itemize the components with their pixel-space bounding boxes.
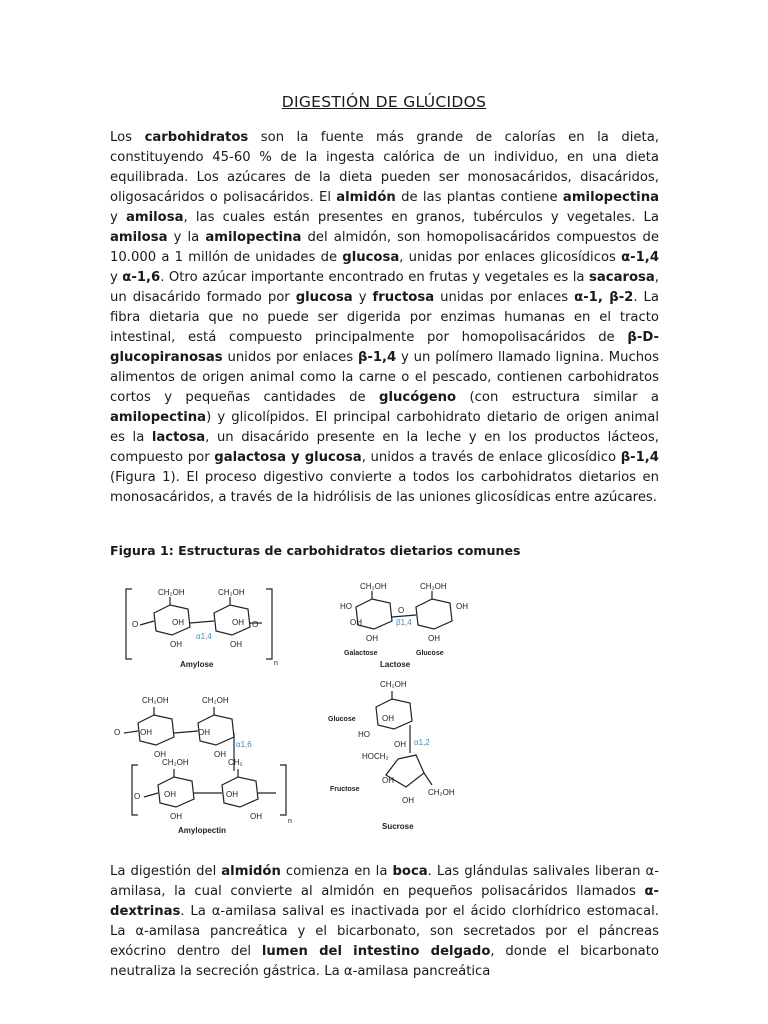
- text-run: , donde el bicarbonato neutraliza la secreción gástrica. La α-amilasa pancreática: [110, 944, 659, 979]
- amylose-oh-4: OH: [230, 640, 242, 649]
- digestion-paragraph: [110, 862, 659, 982]
- amylopectin-bond-label: α1,6: [236, 740, 252, 749]
- bold-term: fructosa: [372, 290, 435, 305]
- sucrose-bond-label: α1,2: [414, 738, 430, 747]
- bold-term: α-1,6: [122, 270, 161, 285]
- sucrose-oh-2: OH: [394, 740, 406, 749]
- figure-caption: Figura 1: Estructuras de carbohidratos dietarios comunes: [110, 543, 521, 558]
- carbohydrate-structures-figure: [110, 575, 659, 845]
- text-run: son la fuente más grande de calorías en la dieta, constituyendo 45-60 % de la ingesta calórica de un individuo, en una dieta equilibrada. Los azúcares de la dieta pueden ser monosacáridos, disacáridos, oligosacáridos o polisacáridos. El: [110, 130, 659, 205]
- lactose-oh-right: OH: [456, 602, 468, 611]
- lactose-ho: HO: [340, 602, 352, 611]
- sucrose-ch2oh-2: CH₂OH: [428, 788, 455, 797]
- fructose-label: Fructose: [330, 786, 360, 793]
- bold-term: carbohidratos: [144, 130, 249, 145]
- amylose-ch2oh-1: CH₂OH: [158, 588, 185, 597]
- lactose-oh-3: OH: [428, 634, 440, 643]
- bold-term: glucógeno: [379, 390, 457, 405]
- lactose-oh-2: OH: [366, 634, 378, 643]
- bold-term: glucosa: [342, 250, 400, 265]
- bold-term: boca: [392, 864, 428, 879]
- amylose-o-left: O: [132, 620, 139, 629]
- lactose-oh-1: OH: [350, 618, 362, 627]
- bold-term: α-1, β-2: [574, 290, 634, 305]
- text-run: . La fibra dietaria que no puede ser digerida por enzimas humanas en el tracto intestinal, está compuesto principalmente por homopolisacáridos de: [110, 290, 659, 345]
- amylopectin-oh-5: OH: [164, 790, 176, 799]
- text-run: unidas por enlaces: [434, 290, 575, 305]
- text-run: y la: [167, 230, 206, 245]
- text-run: comienza en la: [280, 864, 393, 879]
- lactose-ch2oh-1: CH₂OH: [360, 582, 387, 591]
- glucose-lactose-label: Glucose: [416, 650, 444, 657]
- text-run: La digestión del: [110, 864, 222, 879]
- amylopectin-ch2oh-2: CH₂OH: [202, 696, 229, 705]
- bold-term: almidón: [336, 190, 396, 205]
- text-run: , unidos a través de enlace glicosídico: [361, 450, 621, 465]
- sucrose-label: Sucrose: [382, 822, 414, 831]
- text-run: . Otro azúcar importante encontrado en frutas y vegetales es la: [160, 270, 590, 285]
- page-title: DIGESTIÓN DE GLÚCIDOS: [281, 93, 487, 111]
- lactose-o-bridge: O: [398, 606, 405, 615]
- text-run: y: [110, 270, 123, 285]
- amylose-n: n: [274, 660, 278, 667]
- lactose-ch2oh-2: CH₂OH: [420, 582, 447, 591]
- bold-term: amilosa: [125, 210, 184, 225]
- amylopectin-ch2oh-3: CH₂OH: [162, 758, 189, 767]
- amylopectin-o-left: O: [114, 728, 121, 737]
- sucrose-oh-4: OH: [402, 796, 414, 805]
- amylopectin-oh-6: OH: [226, 790, 238, 799]
- bold-term: β-1,4: [620, 450, 659, 465]
- amylopectin-oh-3: OH: [154, 750, 166, 759]
- text-run: . Las glándulas salivales liberan α-amilasa, la cual convierte al almidón en pequeños polisacáridos llamados: [110, 864, 659, 899]
- lactose-bond-label: β1,4: [396, 618, 412, 627]
- bold-term: amilosa: [110, 230, 168, 245]
- bold-term: sacarosa: [589, 270, 655, 285]
- text-run: , un disacárido formado por: [110, 270, 659, 305]
- amylopectin-ch2oh-1: CH₂OH: [142, 696, 169, 705]
- intro-paragraph: [110, 128, 659, 508]
- text-run: , las cuales están presentes en granos, tubérculos y vegetales. La: [183, 210, 659, 225]
- bold-term: galactosa y glucosa: [214, 450, 362, 465]
- amylopectin-n: n: [288, 818, 292, 825]
- text-run: . La α-amilasa salival es inactivada por el ácido clorhídrico estomacal. La α-amilasa pancreática y el bicarbonato, son secretados por el páncreas exócrino dentro del: [110, 904, 659, 959]
- text-run: , un disacárido presente en la leche y en los productos lácteos, compuesto por: [110, 430, 659, 465]
- text-run: de las plantas contiene: [395, 190, 563, 205]
- bold-term: lactosa: [151, 430, 206, 445]
- text-run: Los: [110, 130, 145, 145]
- text-run: (con estructura similar a: [456, 390, 659, 405]
- sucrose-oh-1: OH: [382, 714, 394, 723]
- amylose-ch2oh-2: CH₂OH: [218, 588, 245, 597]
- sucrose-ho: HO: [358, 730, 370, 739]
- bold-term: α-dextrinas: [110, 884, 659, 919]
- amylose-oh-2: OH: [232, 618, 244, 627]
- sucrose-oh-3: OH: [382, 776, 394, 785]
- glucose-sucrose-label: Glucose: [328, 716, 356, 723]
- amylopectin-oh-7: OH: [170, 812, 182, 821]
- amylopectin-oh-1: OH: [140, 728, 152, 737]
- amylopectin-oh-2: OH: [198, 728, 210, 737]
- amylopectin-oh-8: OH: [250, 812, 262, 821]
- text-run: del almidón, son homopolisacáridos compuestos de 10.000 a 1 millón de unidades de: [110, 230, 659, 265]
- sucrose-ch2oh-1: CH₂OH: [380, 680, 407, 689]
- text-run: ) y glicolípidos. El principal carbohidrato dietario de origen animal es la: [110, 410, 659, 445]
- text-run: y un polímero llamado lignina. Muchos alimentos de origen animal como la carne o el pescado, contienen carbohidratos cortos y pequeñas cantidades de: [110, 350, 659, 405]
- lactose-label: Lactose: [380, 660, 411, 669]
- structures-svg: [110, 575, 659, 845]
- amylopectin-oh-4: OH: [214, 750, 226, 759]
- bold-term: α-1,4: [621, 250, 659, 265]
- sucrose-hoch2: HOCH₂: [362, 752, 389, 761]
- amylose-bond-label: α1,4: [196, 632, 212, 641]
- bold-term: β-1,4: [357, 350, 397, 365]
- bold-term: lumen del intestino delgado: [261, 944, 491, 959]
- text-run: , unidas por enlaces glicosídicos: [399, 250, 622, 265]
- bold-term: almidón: [221, 864, 281, 879]
- text-run: y: [352, 290, 373, 305]
- amylose-oh-1: OH: [172, 618, 184, 627]
- bold-term: amilopectina: [562, 190, 659, 205]
- galactose-label: Galactose: [344, 650, 378, 657]
- text-run: unidos por enlaces: [222, 350, 358, 365]
- amylose-oh-3: OH: [170, 640, 182, 649]
- bold-term: glucosa: [295, 290, 353, 305]
- amylose-o-right: O: [252, 620, 259, 629]
- bold-term: amilopectina: [110, 410, 207, 425]
- bold-term: β-D-glucopiranosas: [110, 330, 659, 365]
- text-run: y: [110, 210, 126, 225]
- amylopectin-o-left-2: O: [134, 792, 141, 801]
- text-run: (Figura 1). El proceso digestivo convierte a todos los carbohidratos dietarios en monosacáridos, a través de la hidrólisis de las uniones glicosídicas entre azúcares.: [110, 470, 659, 505]
- amylose-label: Amylose: [180, 660, 214, 669]
- bold-term: amilopectina: [205, 230, 302, 245]
- amylopectin-label: Amylopectin: [178, 826, 227, 835]
- amylopectin-ch2: CH₂: [228, 758, 243, 767]
